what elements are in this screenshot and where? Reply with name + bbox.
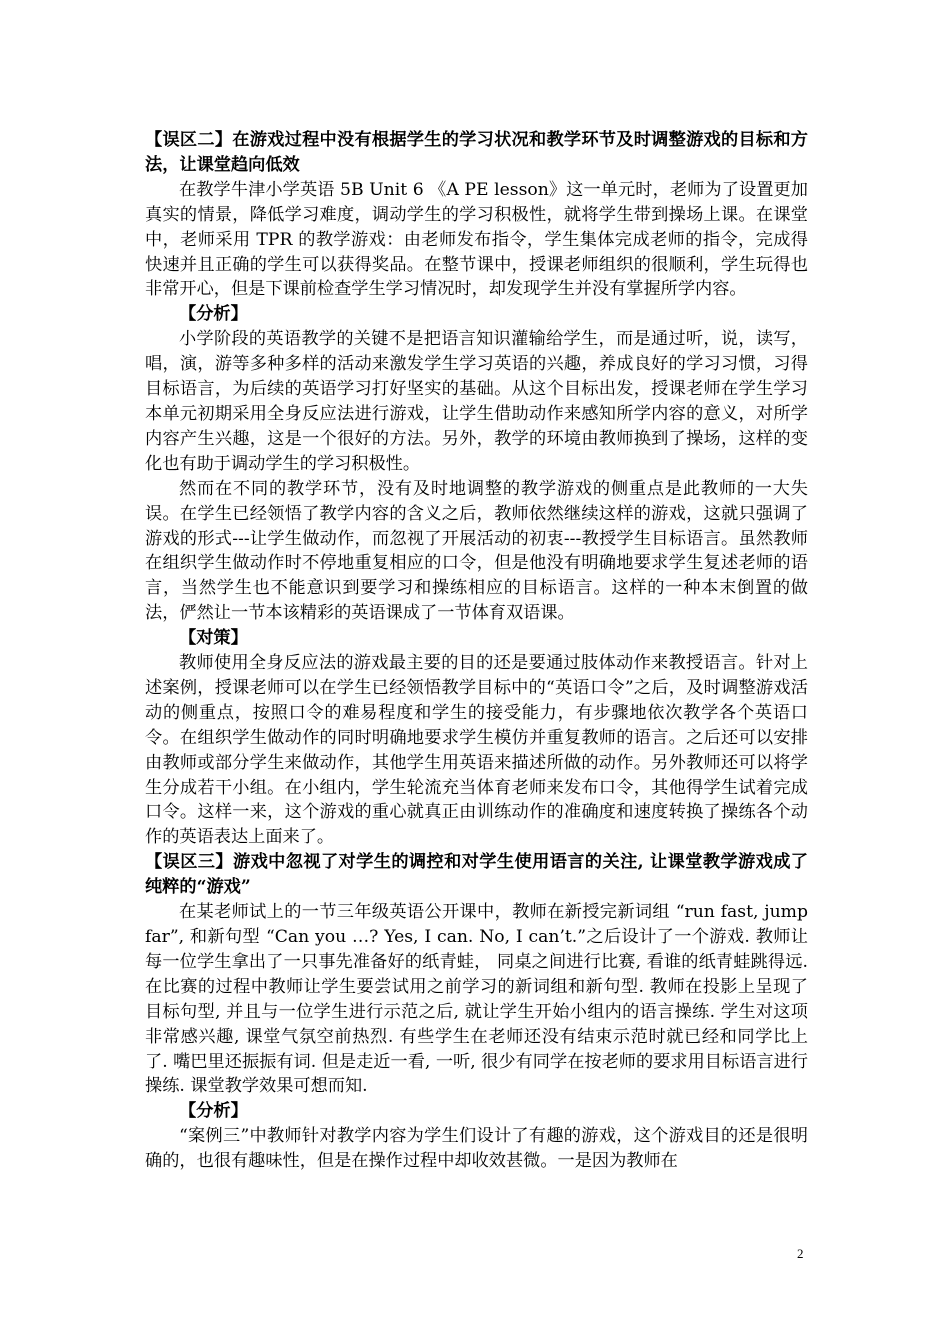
case-paragraph: 在教学牛津小学英语 5B Unit 6 《A PE lesson》这一单元时，老师为了设置更加真实的情景，降低学习难度，调动学生的学习积极性，就将学生带到操场上课。在课堂中，老师采用 TPR 的教学游戏：由老师发布指令，学生集体完成老师的指令，完成得快速并且正确的学生可以获得奖品。在整节课中，授课老师组织的很顺利，学生玩得也非常开心，但是下课前检查学生学习情况时，却发现学生并没有掌握所学内容。 [145,179,808,300]
section-heading-misconception-2: 【误区二】在游戏过程中没有根据学生的学习状况和教学环节及时调整游戏的目标和方法，让课堂趋向低效 [145,130,808,175]
page-number: 2 [797,1246,804,1261]
analysis-paragraph: 然而在不同的教学环节，没有及时地调整的教学游戏的侧重点是此教师的一大失误。在学生已经领悟了教学内容的含义之后，教师依然继续这样的游戏，这就只强调了游戏的形式---让学生做动作，而忽视了开展活动的初衷---教授学生目标语言。虽然教师在组织学生做动作时不停地重复相应的口令，但是他没有明确地要求学生复述老师的语言，当然学生也不能意识到要学习和操练相应的目标语言。这样的一种本末倒置的做法，俨然让一节本该精彩的英语课成了一节体育双语课。 [145,478,808,624]
document-page [145,128,808,1174]
section-heading-misconception-3: 【误区三】游戏中忽视了对学生的调控和对学生使用语言的关注, 让课堂教学游戏成了纯粹的“游戏” [145,852,808,898]
case-paragraph: 在某老师试上的一节三年级英语公开课中，教师在新授完新词组 “run fast, jump far”, 和新句型 “Can you …? Yes, I can. No, I can’t.”之后设计了一个游戏. 教师让每一位学生拿出了一只事先准备好的纸青蛙， 同桌之间进行比赛, 看谁的纸青蛙跳得远. 在比赛的过程中教师让学生要尝试用之前学习的新词组和新句型. 教师在投影上呈现了目标句型, 并且与一位学生进行示范之后, 就让学生开始小组内的语言操练. 学生对这项非常感兴趣, 课堂气氛空前热烈. 有些学生在老师还没有结束示范时就已经和同学比上了. 嘴巴里还振振有词. 但是走近一看, 一听, 很少有同学在按老师的要求用目标语言进行操练. 课堂教学效果可想而知. [145,902,808,1097]
analysis-heading: 【分析】 [179,304,248,325]
analysis-paragraph: 小学阶段的英语教学的关键不是把语言知识灌输给学生，而是通过听，说，读写，唱，演，游等多种多样的活动来激发学生学习英语的兴趣，养成良好的学习习惯，习得目标语言，为后续的英语学习打好坚实的基础。从这个目标出发，授课老师在学生学习本单元初期采用全身反应法进行游戏，让学生借助动作来感知所学内容的意义，对所学内容产生兴趣，这是一个很好的方法。另外，教学的环境由教师换到了操场，这样的变化也有助于调动学生的学习积极性。 [145,329,808,474]
analysis-heading: 【分析】 [179,1101,248,1122]
analysis-paragraph: “案例三”中教师针对教学内容为学生们设计了有趣的游戏，这个游戏目的还是很明确的，也很有趣味性，但是在操作过程中却收效甚微。一是因为教师在 [145,1126,808,1172]
strategy-paragraph: 教师使用全身反应法的游戏最主要的目的还是要通过肢体动作来教授语言。针对上述案例，授课老师可以在学生已经领悟教学目标中的“英语口令”之后，及时调整游戏活动的侧重点，按照口令的难易程度和学生的接受能力，有步骤地依次教学各个英语口令。在组织学生做动作的同时明确地要求学生模仿并重复教师的语言。之后还可以安排由教师或部分学生来做动作，其他学生用英语来描述所做的动作。另外教师还可以将学生分成若干小组。在小组内，学生轮流充当体育老师来发布口令，其他得学生试着完成口令。这样一来，这个游戏的重心就真正由训练动作的准确度和速度转换了操练各个动作的英语表达上面来了。 [145,653,808,848]
strategy-heading: 【对策】 [179,628,248,649]
